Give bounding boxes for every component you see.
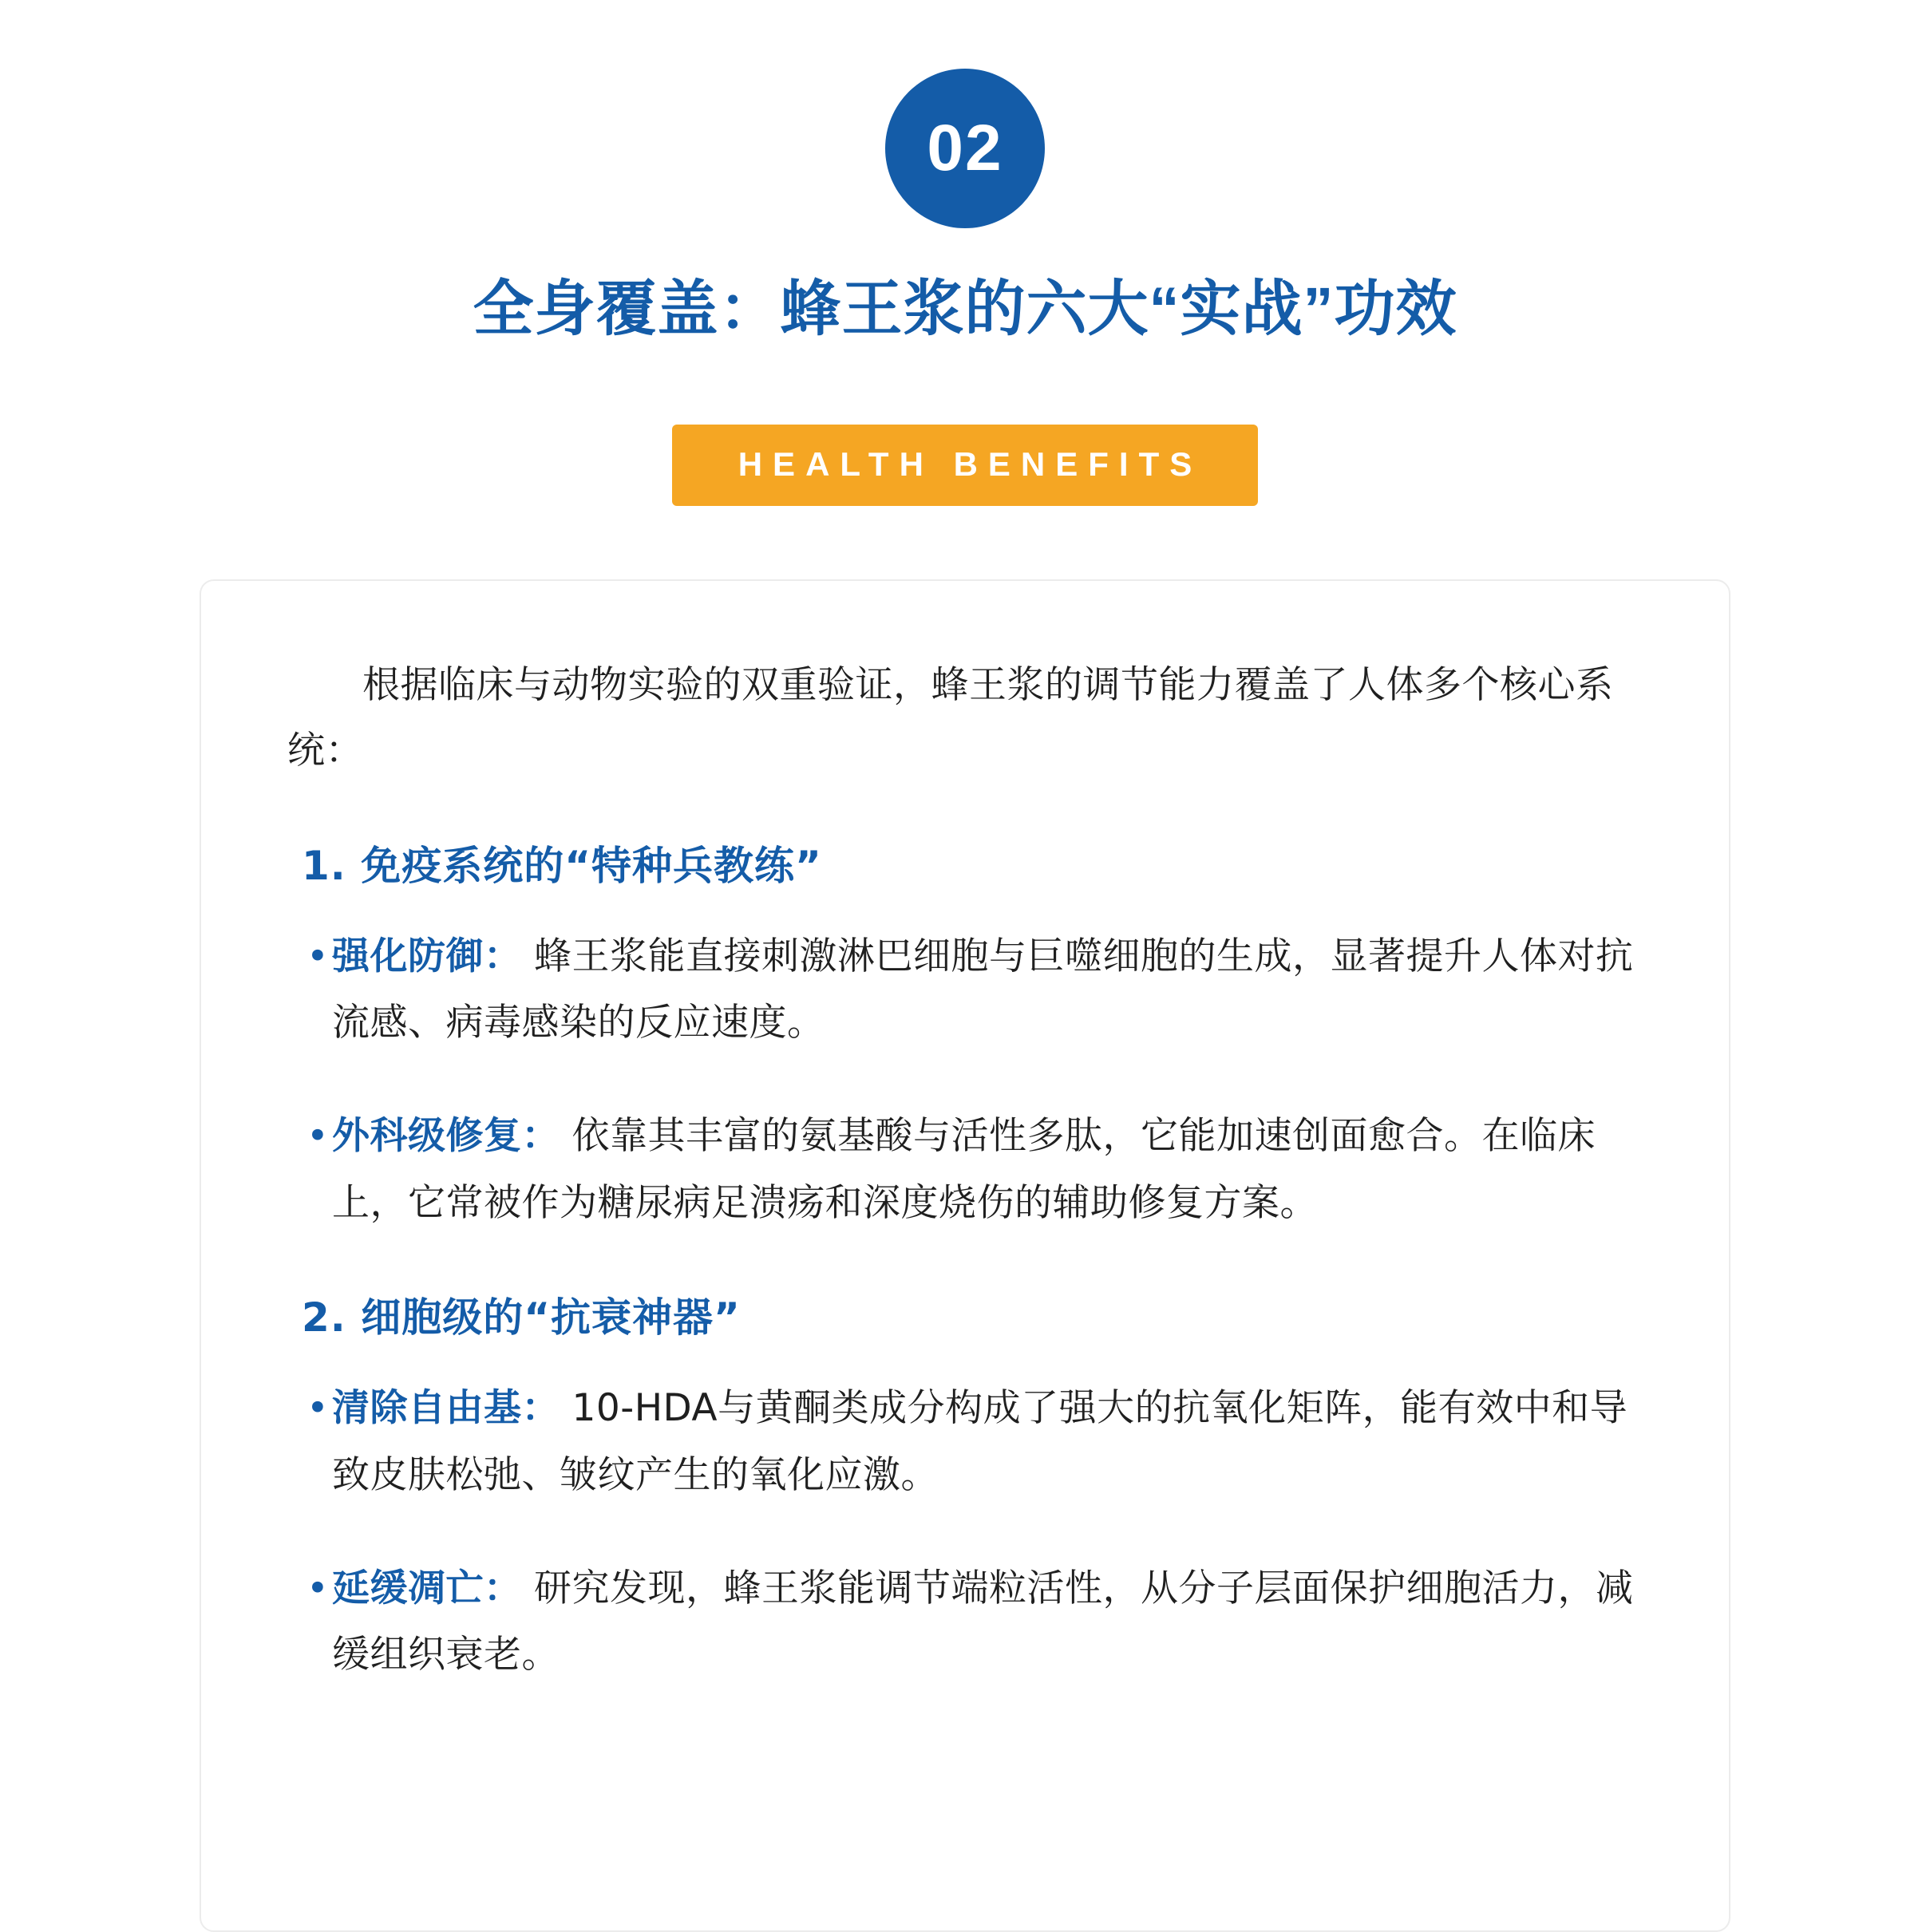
intro-paragraph: 根据临床与动物实验的双重验证，蜂王浆的调节能力覆盖了人体多个核心系统： xyxy=(287,663,1614,773)
section-number-badge: 02 xyxy=(885,69,1045,228)
list-item-body: 研究发现，蜂王浆能调节端粒活性，从分子层面保护细胞活力，减缓组织衰老。 xyxy=(332,1566,1634,1677)
section-heading-1: 1. 免疫系统的“特种兵教练” xyxy=(302,842,822,889)
page-title: 全身覆盖：蜂王浆的六大“实战”功效 xyxy=(473,275,1457,343)
list-item xyxy=(287,1555,1643,1689)
list-item-lead: 强化防御： xyxy=(332,934,522,978)
content-card xyxy=(200,579,1730,1932)
list-item-lead: 延缓凋亡： xyxy=(332,1566,522,1610)
subtitle-banner: HEALTH BENEFITS xyxy=(672,425,1259,506)
bullet-dot-icon: • xyxy=(307,1566,330,1610)
list-item-lead: 清除自由基： xyxy=(332,1386,560,1431)
bullet-dot-icon: • xyxy=(307,1113,330,1158)
list-item xyxy=(287,1103,1643,1236)
bullet-dot-icon: • xyxy=(307,934,330,978)
list-item-body: 蜂王浆能直接刺激淋巴细胞与巨噬细胞的生成，显著提升人体对抗流感、病毒感染的反应速度。 xyxy=(332,934,1634,1045)
section-heading-2: 2. 细胞级的“抗衰神器” xyxy=(302,1294,741,1341)
bullet-dot-icon: • xyxy=(307,1386,330,1431)
list-item xyxy=(287,923,1643,1057)
list-item xyxy=(287,1375,1643,1508)
list-item-body: 10-HDA与黄酮类成分构成了强大的抗氧化矩阵，能有效中和导致皮肤松弛、皱纹产生的氧化应激。 xyxy=(332,1386,1628,1497)
list-item-lead: 外科级修复： xyxy=(332,1113,560,1158)
list-item-body: 依靠其丰富的氨基酸与活性多肽，它能加速创面愈合。在临床上，它常被作为糖尿病足溃疡和深度烧伤的辅助修复方案。 xyxy=(332,1113,1596,1225)
